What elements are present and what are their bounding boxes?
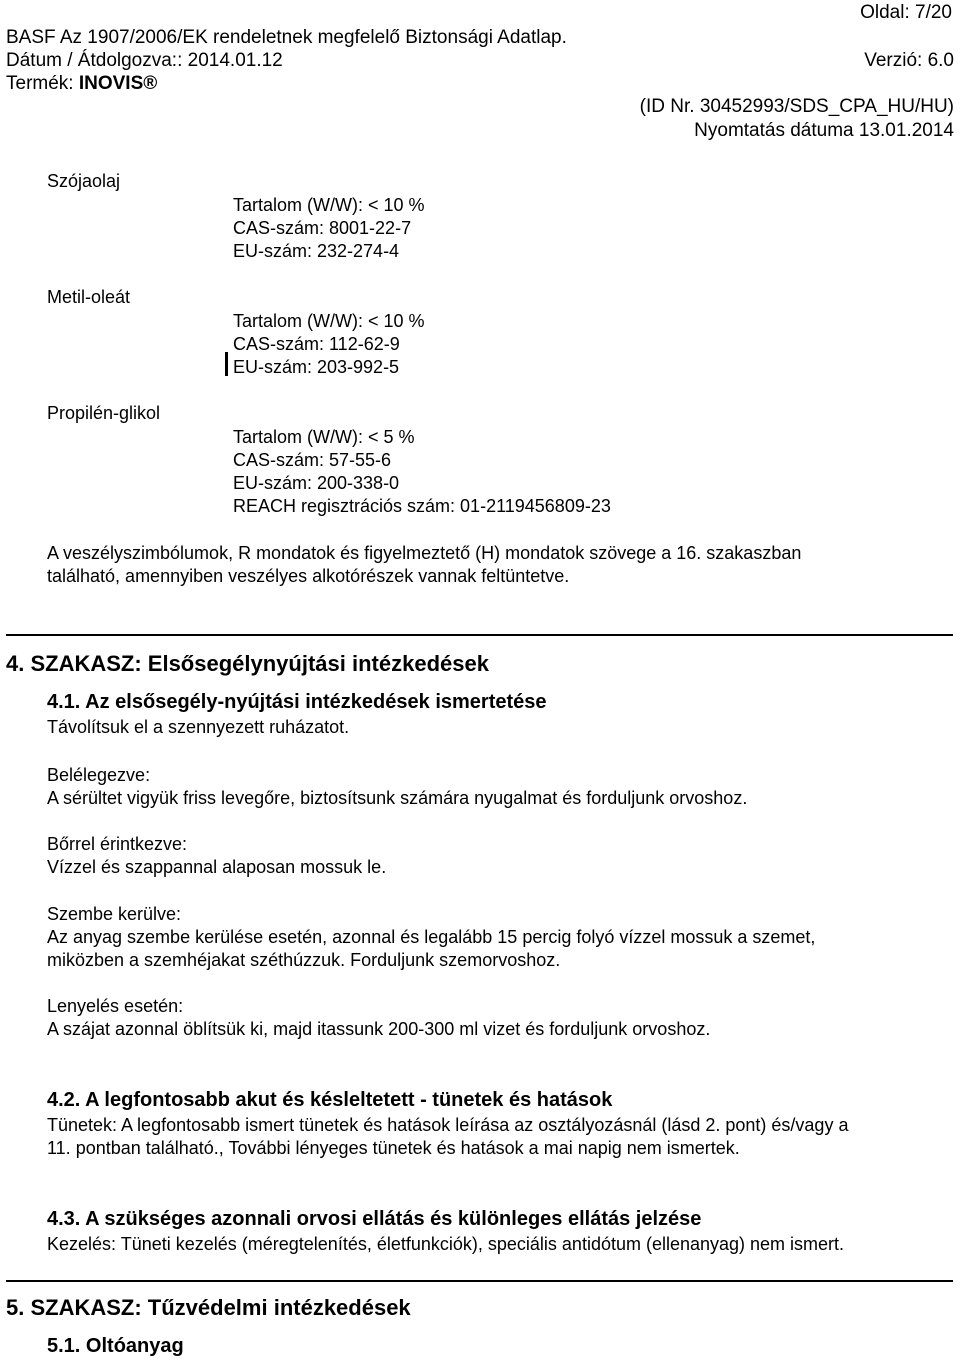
ingredient-name: Metil-oleát (47, 287, 131, 307)
skin-contact-text: Vízzel és szappannal alaposan mossuk le. (47, 857, 387, 877)
eye-contact-text: miközben a szemhéjakat széthúzzuk. Forduljunk szemorvoshoz. (47, 950, 561, 970)
subsection-5-1-title: 5.1. Oltóanyag (47, 1335, 184, 1357)
subsection-4-3-title: 4.3. A szükséges azonnali orvosi ellátás és különleges ellátás jelzése (47, 1208, 702, 1230)
section-5-title: 5. SZAKASZ: Tűzvédelmi intézkedések (6, 1295, 411, 1320)
note-line: A veszélyszimbólumok, R mondatok és figyelmeztető (H) mondatok szövege a 16. szakaszban (47, 543, 802, 563)
symptoms-text: Tünetek: A legfontosabb ismert tünetek és hatások leírása az osztályozásnál (lásd 2. pont) és/vagy a (47, 1115, 849, 1135)
ingredient-name: Propilén-glikol (47, 403, 161, 423)
first-aid-intro: Távolítsuk el a szennyezett ruházatot. (47, 717, 350, 737)
note-line: található, amennyiben veszélyes alkotórészek vannak feltüntetve. (47, 566, 570, 586)
section-divider (6, 1280, 953, 1282)
page-number: Oldal: 7/20 (860, 2, 952, 23)
eye-contact-label: Szembe kerülve: (47, 904, 182, 924)
ingredient-detail: CAS-szám: 8001-22-7 (233, 218, 412, 238)
skin-contact-label: Bőrrel érintkezve: (47, 834, 188, 854)
ingredient-detail: REACH regisztrációs szám: 01-2119456809-23 (233, 496, 611, 516)
print-date: Nyomtatás dátuma 13.01.2014 (694, 120, 954, 141)
product-label: Termék: (6, 73, 79, 94)
ingredient-detail: CAS-szám: 57-55-6 (233, 450, 392, 470)
eye-contact-text: Az anyag szembe kerülése esetén, azonnal és legalább 15 percig folyó vízzel mossuk a szemet, (47, 927, 816, 947)
document-title: BASF Az 1907/2006/EK rendeletnek megfelelő Biztonsági Adatlap. (6, 27, 567, 48)
section-divider (6, 634, 953, 636)
inhalation-label: Belélegezve: (47, 765, 151, 785)
id-number: (ID Nr. 30452993/SDS_CPA_HU/HU) (639, 96, 954, 117)
ingestion-text: A szájat azonnal öblítsük ki, majd itassunk 200-300 ml vizet és forduljunk orvoshoz. (47, 1019, 711, 1039)
subsection-4-1-title: 4.1. Az elsősegély-nyújtási intézkedések ismertetése (47, 691, 547, 713)
revision-change-bar (225, 352, 228, 376)
version: Verzió: 6.0 (864, 50, 954, 71)
product-line (6, 73, 157, 95)
subsection-4-2-title: 4.2. A legfontosabb akut és késleltetett - tünetek és hatások (47, 1089, 613, 1111)
product-name: INOVIS (78, 73, 144, 94)
ingredient-name: Szójaolaj (47, 171, 121, 191)
symptoms-text: 11. pontban található., További lényeges tünetek és hatások a mai napig nem ismertek. (47, 1138, 740, 1158)
ingredient-detail: CAS-szám: 112-62-9 (233, 334, 400, 354)
ingredient-detail: EU-szám: 203-992-5 (233, 357, 400, 377)
ingestion-label: Lenyelés esetén: (47, 996, 184, 1016)
treatment-text: Kezelés: Tüneti kezelés (méregtelenítés, életfunkciók), speciális antidótum (ellenanyag) nem ismert. (47, 1234, 845, 1254)
ingredient-detail: Tartalom (W/W): < 10 % (233, 311, 425, 331)
ingredient-detail: Tartalom (W/W): < 10 % (233, 195, 425, 215)
registered-mark: ® (143, 73, 158, 94)
inhalation-text: A sérültet vigyük friss levegőre, biztosítsunk számára nyugalmat és forduljunk orvoshoz. (47, 788, 748, 808)
ingredient-detail: EU-szám: 200-338-0 (233, 473, 400, 493)
section-4-title: 4. SZAKASZ: Elsősegélynyújtási intézkedések (6, 651, 489, 676)
ingredient-detail: Tartalom (W/W): < 5 % (233, 427, 415, 447)
revision-date: Dátum / Átdolgozva:: 2014.01.12 (6, 50, 283, 71)
ingredient-detail: EU-szám: 232-274-4 (233, 241, 400, 261)
